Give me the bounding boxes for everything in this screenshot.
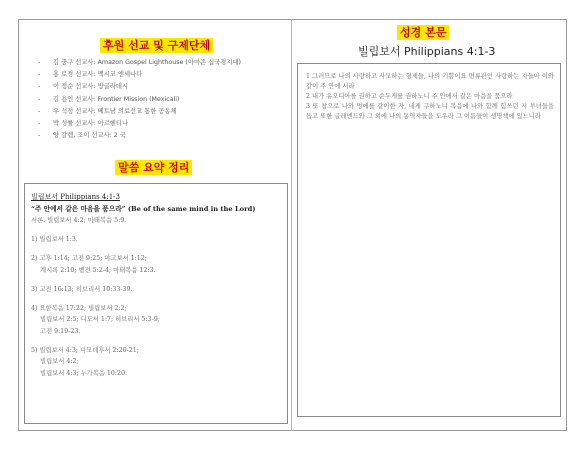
summary-subtitle: “주 안에서 같은 마음을 품으라” (Be of the same mind in the Lord) <box>31 205 256 213</box>
list-item: - 양 갈렙, 조이 선교사: 2 국 <box>38 132 126 140</box>
missions-list <box>38 57 288 142</box>
summary-point: 5) 빌립보서 4:3; 디모데후서 2:20-21; 빌립보서 4:2; 빌립보서 4:3; 누가복음 10:20. <box>31 346 139 377</box>
scripture-reference: 빌립보서 Philippians 4:1-3 <box>358 45 496 58</box>
verse-1: 1 그러므로 나의 사랑하고 사모하는 형제들, 나의 기쁨이요 면류관인 사랑하는 자들아 이와 같이 주 안에 서라 <box>306 73 554 90</box>
scripture-text-box <box>297 63 561 417</box>
verse-2: 2 내가 유오디아를 권하고 순두게를 권하노니 주 안에서 같은 마음을 품으라 <box>306 93 513 100</box>
scripture-title: 성경 본문 <box>397 25 449 40</box>
list-item: - 이 정순 선교사: 방글라데시 <box>38 83 129 91</box>
sermon-summary-box <box>24 183 288 424</box>
summary-point: 1) 빌립보서 1:3. <box>31 236 78 243</box>
list-item: - 김 중구 선교사: Amazon Gospel Lighthouse (아마존 십국경지대) <box>38 59 241 66</box>
verse-3: 3 또 참으로 나와 멍에를 같이한 자, 네게 구하노니 복음에 나와 함께 힘쓰던 저 부녀들을 돕고 또한 글레멘드와 그 외에 나의 동역자들을 도우라 그 이름들이 생명책에 있느니라 <box>306 103 554 120</box>
list-item: - 우 석정 선교사: 베트남 의료선교 통한 공동체 <box>38 107 177 115</box>
summary-heading: 빌립보서 Philippians 4:1-3 <box>31 193 120 201</box>
list-item: - 홍 로경 선교사: 멕시코 엔세나다 <box>38 71 143 79</box>
list-item: - 김 용인 선교사: Frontier Mission (Mexicali) <box>38 95 180 103</box>
column-divider <box>291 19 292 431</box>
summary-point: 2) 고후 1:14; 고전 9:25; 야고보서 1:12; 계시록 2:10; 벧전 5:2-4; 마태복음 12:3. <box>31 255 156 274</box>
list-item: - 박 성률 선교사: 아르헨티나 <box>38 120 129 128</box>
summary-title: 말씀 요약 정리 <box>115 160 192 175</box>
summary-intro: 서론. 빌립보서 4:2; 마태복음 5:9. <box>31 217 127 224</box>
summary-point: 4) 요한복음 17:22; 빌립보서 2:2; 빌립보서 2:5; 디도서 1:7; 히브리서 5:3-9; 고전 9:19-23. <box>31 304 160 335</box>
missions-title: 후원 선교 및 구제단체 <box>100 38 213 53</box>
summary-point: 3) 고전 16:13; 히브리서 10:33-39. <box>31 285 133 293</box>
